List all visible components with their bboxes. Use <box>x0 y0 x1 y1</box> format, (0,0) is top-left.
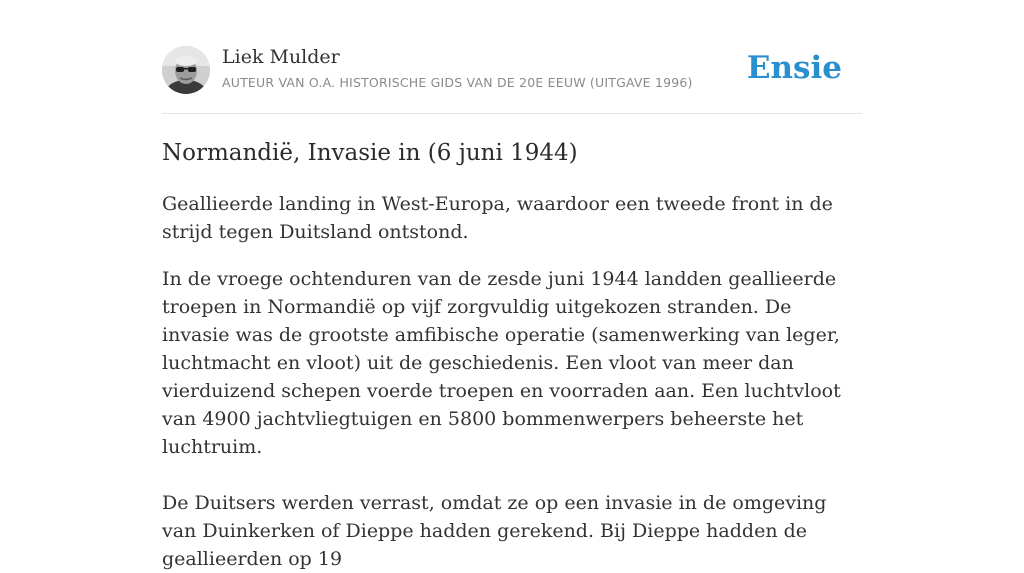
article-header <box>162 46 862 114</box>
article-lead: Geallieerde landing in West-Europa, waardoor een tweede front in de strijd tegen Duitsland ontstond. <box>162 193 833 243</box>
header-divider <box>162 113 862 114</box>
author-name[interactable]: Liek Mulder <box>222 46 340 68</box>
article-body <box>162 136 864 573</box>
brand-logo[interactable]: Ensie <box>746 50 842 86</box>
author-bio: AUTEUR VAN O.A. HISTORISCHE GIDS VAN DE 20E EEUW (UITGAVE 1996) <box>222 75 693 90</box>
article-title: Normandië, Invasie in (6 juni 1944) <box>162 140 578 166</box>
article-paragraph: In de vroege ochtenduren van de zesde juni 1944 landden geallieerde troepen in Normandië op vijf zorgvuldig uitgekozen stranden. De invasie was de grootste amfibische operatie (samenwerking van leger, luchtmacht en vloot) uit de geschiedenis. Een vloot van meer dan vierduizend schepen voerde troepen en voorraden aan. Een luchtvloot van 4900 jachtvliegtuigen en 5800 bommenwerpers beheerste het luchtruim. <box>162 268 841 458</box>
author-avatar[interactable] <box>162 46 210 94</box>
article-paragraph: De Duitsers werden verrast, omdat ze op een invasie in de omgeving van Duinkerken of Dieppe hadden gerekend. Bij Dieppe hadden de geallieerden op 19 <box>162 492 827 570</box>
author-portrait-icon <box>162 46 210 94</box>
